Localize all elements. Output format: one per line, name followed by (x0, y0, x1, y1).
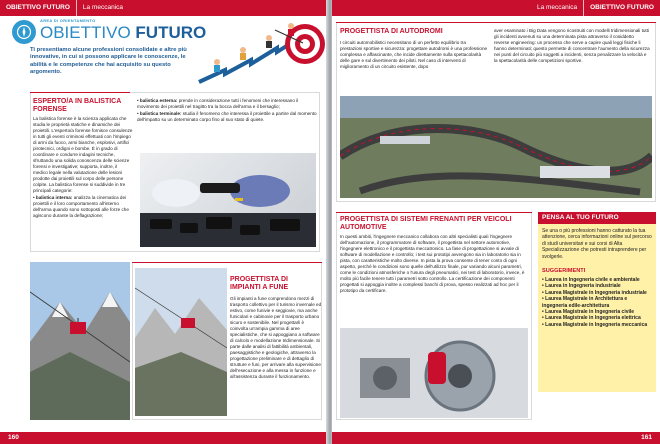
left-header-bar (0, 0, 328, 16)
brake-photo (340, 328, 528, 418)
cablecar-heading: PROGETTISTA DI IMPIANTI A FUNE (230, 276, 289, 291)
suggestion-item: • Laurea Magistrale in Ingegneria meccanica (542, 321, 648, 328)
cablecar-rule (132, 262, 322, 263)
right-page-number: 161 (641, 434, 652, 441)
ballistic-intro: La balistica forense è la scienza applicata che studia le proprietà statiche e dinamiche dei proiettili. L'esperto/a forense fornisce consulenze in tutti gli eventi criminosi effettuati con l'impiego di armi da fuoco, armi bianche, esplosivi, artifici pirotecnici, ordigni e bombe. È in grado di coordinare e condurre indagini tecniche, sfruttando una solida conoscenza delle scienze forensi e investigative; supporta, inoltre, il medico legale nella valutazione delle lesioni prodotte dai proiettili sul corpo delle persone colpite. La balistica forense si suddivide in tre principali categorie: (33, 116, 133, 193)
ballistic-bullet1-text: analizza la cinematica dei proiettili e il loro comportamento all'interno dell'arma quando sono sottoposti alle forze che agiscono durante la deflagrazione; (33, 195, 129, 218)
suggestion-item: • Laurea Magistrale in Ingegneria elettrica (542, 315, 641, 322)
ballistic-rule (30, 92, 130, 93)
ballistic-heading: ESPERTO/A IN BALISTICA FORENSE (33, 98, 122, 113)
ballistic-bullet2-term: balistica esterna: (139, 98, 178, 103)
ballistic-bullet1-term: balistica interna: (35, 195, 73, 200)
future-heading: PENSA AL TUO FUTURO (538, 212, 656, 224)
suggestion-item: • Laurea in Ingegneria civile e ambientale (542, 277, 640, 283)
brakes-text: In questi ambiti, l'ingegnere meccanico collabora con altri specialisti quali l'ingegnere dell'automazione, il programmatore di software, il progettista nel settore automotive, l'ingegnere elettronico e il progettista meccatronico. La fase di progettazione si avvale di software di modellazione e controllo; i test sui prototipi avvengono sia in laboratorio sia in pista, con caratteristiche molto diverse. In pista la prova consente di tener conto di ogni aspetto, perché le condizioni sono quelle dell'utilizzo finale, pur variando alcuni parametri, come le condizioni atmosferiche o l'usura degli pneumatici, nei test di laboratorio, invece, è molto più facile tenere tutti i parametri sotto controllo. La certificazione dei componenti progettati si appoggia inoltre a complessi banchi di prova, spesso realizzati ad hoc per il prototipo da certificare. (340, 234, 525, 293)
brakes-rule (336, 212, 532, 213)
racetrack-col2: aver esaminato i Big Data vengono ricostruiti con modelli tridimensionali tutti gli incidenti avvenuti su una determinata pista attraverso il cosiddetto reverse engineering: un processo che serve a capire quali leggi fisiche li hanno determinati; questo permette di concentrare l'aumento della sicurezza nei punti del circuito più soggetti a incidenti, senza penalizzare la velocità e la spettacolarità delle competizioni sportive. (494, 28, 650, 63)
title-word1: OBIETTIVO (40, 23, 131, 42)
left-footer-bar (0, 432, 328, 444)
suggestion-item: • Laurea in Ingegneria industriale (542, 283, 621, 290)
ballistic-col1: La balistica forense è la scienza applicata che studia le proprietà statiche e dinamiche dei proiettili. L'esperto/a forense fornisce consulenze in tutti gli eventi criminosi effettuati con l'impiego di armi da fuoco, armi bianche, esplosivi, artifici pirotecnici, ordigni e bombe. È in grado di coordinare e condurre indagini tecniche, sfruttando una solida conoscenza delle scienze forensi e investigative; supporta, inoltre, il medico legale nella valutazione delle lesioni prodotte dai proiettili sul corpo delle persone colpite. La balistica forense si suddivide in tre principali categorie: • balistica interna: analizza la cinematica dei proiettili e il loro comportamento all'interno dell'arma quando sono sottoposti alle forze che agiscono durante la deflagrazione; (33, 116, 133, 218)
ballistic-bullet3-text: studia il fenomeno che interessa il proiettile a partire dal momento dell'impatto su un determinato corpo fino al suo stato di quiete. (137, 111, 317, 122)
cablecar-photo-2 (135, 268, 227, 416)
title-word2: FUTURO (135, 23, 207, 42)
suggestion-item: • Laurea Magistrale in Architettura e ingegneria edile-architettura (542, 296, 628, 309)
ballistic-photo (140, 153, 316, 247)
page-title (40, 23, 206, 43)
target-illustration (195, 16, 325, 88)
right-header-chapter: La meccanica (536, 4, 578, 11)
cablecar-photo (30, 262, 130, 420)
right-header-bar (332, 0, 660, 16)
right-header-section: OBIETTIVO FUTURO (583, 0, 660, 16)
left-page (0, 0, 328, 444)
intro-text: Ti presentiamo alcune professioni consolidate e altre più innovative, in cui si possono applicare le conoscenze, le abilità e le competenze che hai acquisito su questo argomento. (30, 47, 187, 76)
left-header-chapter: La meccanica (76, 0, 129, 16)
compass-icon (12, 20, 36, 44)
racetrack-heading: PROGETTISTA DI AUTODROMI (340, 28, 443, 35)
suggestions-list (542, 277, 652, 328)
cablecar-text: Gli impianti a fune comprendono mezzi di trasporto collettivo per il turismo invernale ed estivo, come funivie e seggiovie, ma anche funicolari e cabinovie per il trasporto urbano sicuro e sostenibile. Nel progettarli è coinvolta un'ampia gamma di aree specialistiche, che si appoggiano a software di calcolo e modellazione tridimensionale. Si parte dalle analisi di fattibilità ambientali, paesaggistiche e geologiche, attraverso la progettazione preliminare e di dettaglio di strutture e funi, per arrivare alla supervisione dell'esecuzione e alla messa in funzione e all'assistenza durante il funzionamento. (230, 296, 322, 379)
ballistic-bullet3-term: balistica terminale: (139, 111, 182, 116)
ballistic-col2: • balistica esterna: prende in considerazione tutti i fenomeni che interessano il movimento dei proiettili nel tragitto tra la bocca dell'arma e il bersaglio; • balistica terminale: studia il fenomeno che interessa il proiettile a partire dal momento dell'impatto su un determinato corpo fino al suo stato di quiete. (137, 98, 317, 122)
suggestions-heading: SUGGERIMENTI (542, 268, 586, 274)
brakes-heading: PROGETTISTA DI SISTEMI FRENANTI PER VEICOLI AUTOMOTIVE (340, 216, 512, 231)
left-header-section: OBIETTIVO FUTURO (6, 4, 70, 11)
racetrack-col1: I circuiti automobilistici necessitano di un perfetto equilibrio tra prestazioni sportive e sicurezza: progettare autodromi è una professione complessa e affascinante, che incide direttamente sulla spettacolarità delle gare e sul divertimento dei piloti. Nel caso di interventi di miglioramento di un circuito esistente, dopo (340, 40, 488, 69)
ballistic-bullet2-text: prende in considerazione tutti i fenomeni che interessano il movimento dei proiettili nel tragitto tra la bocca dell'arma e il bersaglio; (137, 98, 299, 109)
suggestion-item: • Laurea Magistrale in Ingegneria civile (542, 309, 635, 316)
right-footer-bar (332, 432, 660, 444)
left-page-number: 160 (8, 434, 19, 441)
racetrack-rule (336, 22, 656, 23)
right-page (332, 0, 660, 444)
suggestion-item: • Laurea Magistrale in Ingegneria industriale (542, 289, 647, 296)
title-badge: AREA DI ORIENTAMENTO (40, 18, 96, 23)
future-text: Se una o più professioni hanno catturato la tua attenzione, cerca informazioni online sul percorso di studi universitari e sui corsi di Alta Specializzazione che potresti intraprendere per svolgerle. (542, 228, 652, 260)
racetrack-photo (340, 96, 652, 198)
